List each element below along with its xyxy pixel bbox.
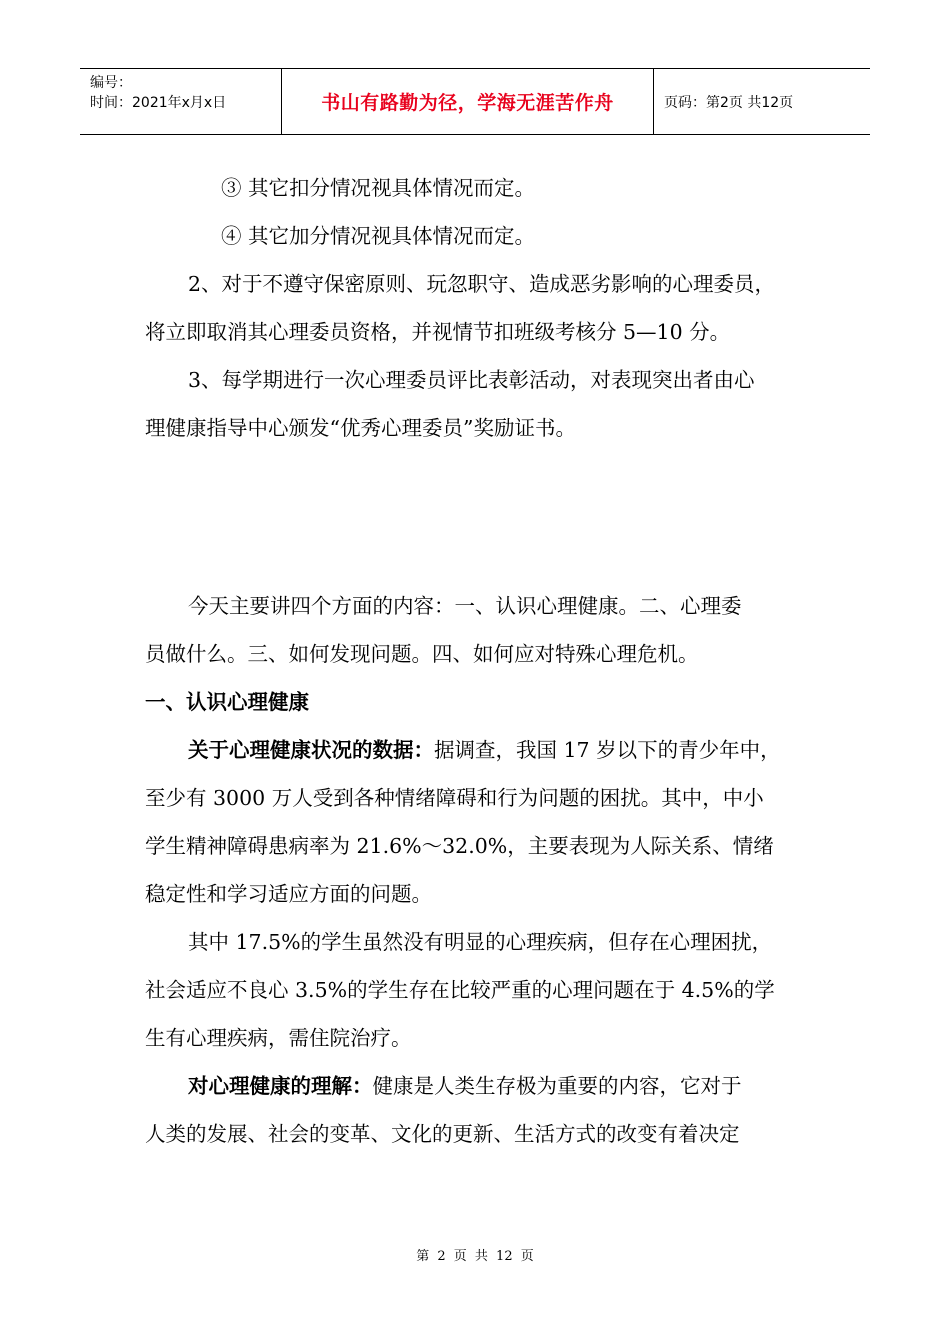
paragraph-line: 学生精神障碍患病率为 21.6%～32.0%，主要表现为人际关系、情绪 bbox=[145, 834, 774, 858]
motto-text: 书山有路勤为径，学海无涯苦作舟 bbox=[321, 92, 614, 114]
paragraph-line: 3、每学期进行一次心理委员评比表彰活动，对表现突出者由心 bbox=[188, 368, 755, 392]
time-label: 时间：2021年x月x日 bbox=[90, 95, 227, 111]
header-meta-cell bbox=[80, 69, 282, 134]
header-page-cell bbox=[654, 69, 870, 134]
paragraph-line bbox=[145, 726, 815, 774]
paragraph-line: 人类的发展、社会的变革、文化的更新、生活方式的改变有着决定 bbox=[145, 1122, 740, 1146]
blank-space bbox=[145, 452, 815, 582]
paragraph-line: ③ 其它扣分情况视具体情况而定。 bbox=[221, 176, 536, 200]
number-label: 编号： bbox=[90, 75, 132, 91]
understand-text: 健康是人类生存极为重要的内容，它对于 bbox=[372, 1074, 742, 1098]
page-info: 页码：第2页 共12页 bbox=[664, 94, 794, 111]
paragraph-line: 理健康指导中心颁发“优秀心理委员”奖励证书。 bbox=[145, 416, 576, 440]
paragraph-line: 至少有 3000 万人受到各种情绪障碍和行为问题的困扰。其中，中小 bbox=[145, 786, 764, 810]
paragraph-line: 将立即取消其心理委员资格，并视情节扣班级考核分 5—10 分。 bbox=[145, 320, 731, 344]
paragraph-line: 员做什么。三、如何发现问题。四、如何应对特殊心理危机。 bbox=[145, 642, 699, 666]
data-text: 据调查，我国 17 岁以下的青少年中， bbox=[434, 738, 781, 762]
paragraph-line: 社会适应不良心 3.5%的学生存在比较严重的心理问题在于 4.5%的学 bbox=[145, 978, 775, 1002]
paragraph-line: 2、对于不遵守保密原则、玩忽职守、造成恶劣影响的心理委员， bbox=[188, 272, 776, 296]
section-heading: 一、认识心理健康 bbox=[145, 690, 309, 714]
understand-lead: 对心理健康的理解： bbox=[188, 1074, 373, 1098]
paragraph-line: 今天主要讲四个方面的内容：一、认识心理健康。二、心理委 bbox=[188, 594, 742, 618]
header-motto-cell bbox=[282, 69, 654, 134]
paragraph-line: 其中 17.5%的学生虽然没有明显的心理疾病，但存在心理困扰， bbox=[188, 930, 773, 954]
document-body bbox=[145, 164, 815, 1158]
paragraph-line: 生有心理疾病，需住院治疗。 bbox=[145, 1026, 412, 1050]
paragraph-line bbox=[145, 1062, 815, 1110]
page-footer: 第 2 页 共 12 页 bbox=[416, 1249, 534, 1264]
paragraph-line: 稳定性和学习适应方面的问题。 bbox=[145, 882, 432, 906]
data-lead: 关于心理健康状况的数据： bbox=[188, 738, 434, 762]
paragraph-line: ④ 其它加分情况视具体情况而定。 bbox=[221, 224, 536, 248]
header-table bbox=[80, 68, 870, 135]
